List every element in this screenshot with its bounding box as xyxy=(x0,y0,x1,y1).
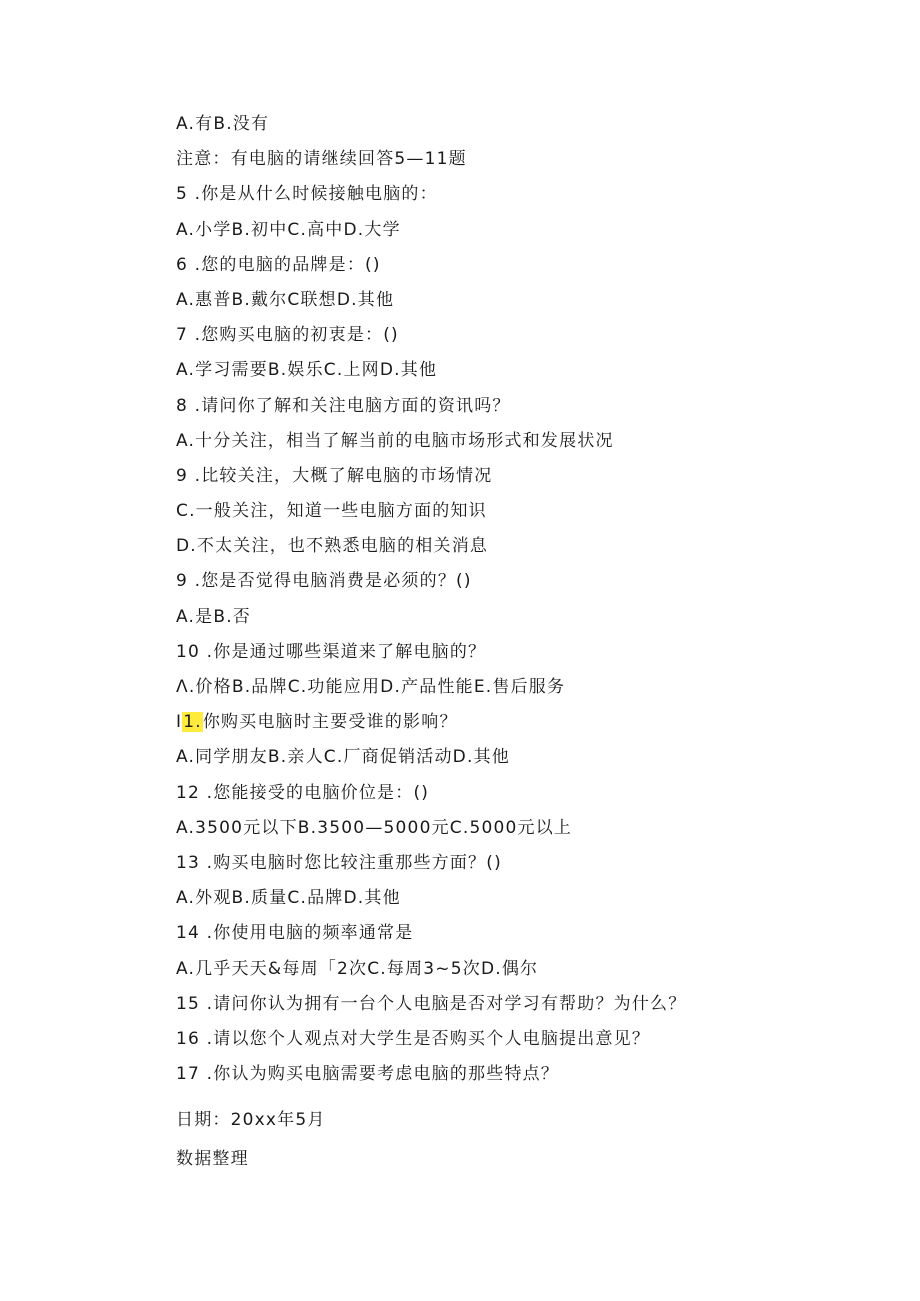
question-9: 9 .您是否觉得电脑消费是必须的？() xyxy=(176,571,472,592)
question-11-text: 你购买电脑时主要受谁的影响？ xyxy=(202,712,458,733)
answer-option-q8-d: D.不太关注，也不熟悉电脑的相关消息 xyxy=(176,536,489,557)
answer-options-q5: A.小学B.初中C.高中D.大学 xyxy=(176,219,401,240)
document-footer xyxy=(176,1101,816,1179)
date-line: 日期：20xx年5月 xyxy=(176,1110,326,1130)
answer-option-q8-a: A.十分关注，相当了解当前的电脑市场形式和发展状况 xyxy=(176,430,614,451)
question-15: 15 .请问你认为拥有一台个人电脑是否对学习有帮助？为什么？ xyxy=(176,993,687,1014)
question-12: 12 .您能接受的电脑价位是：() xyxy=(176,782,430,803)
question-16: 16 .请以您个人观点对大学生是否购买个人电脑提出意见？ xyxy=(176,1028,651,1049)
answer-options-q7: A.学习需要B.娱乐C.上网D.其他 xyxy=(176,360,438,381)
question-6: 6 .您的电脑的品牌是：() xyxy=(176,254,381,275)
question-17: 17 .你认为购买电脑需要考虑电脑的那些特点？ xyxy=(176,1064,560,1085)
question-7: 7 .您购买电脑的初衷是：() xyxy=(176,325,399,346)
answer-options-q6: A.惠普B.戴尔C联想D.其他 xyxy=(176,289,395,310)
question-13: 13 .购买电脑时您比较注重那些方面？() xyxy=(176,852,502,873)
question-11 xyxy=(176,705,816,740)
answer-options-q4: A.有B.没有 xyxy=(176,114,270,134)
question-10: 10 .你是通过哪些渠道来了解电脑的？ xyxy=(176,641,487,662)
answer-options-q12: A.3500元以下B.3500—5000元C.5000元以上 xyxy=(176,817,573,838)
answer-option-q8-c: C.一般关注，知道一些电脑方面的知识 xyxy=(176,501,487,522)
question-11-prefix: I xyxy=(176,712,183,733)
answer-options-q10: Λ.价格B.品牌C.功能应用D.产品性能E.售后服务 xyxy=(176,677,566,697)
question-5: 5 .你是从什么时候接触电脑的： xyxy=(176,184,438,205)
answer-options-q9: A.是B.否 xyxy=(176,606,252,627)
answer-option-q8-b: 9 .比较关注，大概了解电脑的市场情况 xyxy=(176,465,493,486)
answer-options-q11: A.同学朋友B.亲人C.厂商促销活动D.其他 xyxy=(176,747,510,768)
question-11-highlight: 1. xyxy=(183,712,202,733)
note-line: 注意：有电脑的请继续回答5—11题 xyxy=(176,149,467,170)
question-8: 8 .请问你了解和关注电脑方面的资讯吗？ xyxy=(176,395,511,416)
answer-options-q14: A.几乎天天&每周「2次C.每周3~5次D.偶尔 xyxy=(176,958,539,979)
questionnaire-body xyxy=(176,107,816,1092)
question-14: 14 .你使用电脑的频率通常是 xyxy=(176,923,414,944)
answer-options-q13: A.外观B.质量C.品牌D.其他 xyxy=(176,888,401,909)
section-heading: 数据整理 xyxy=(176,1149,249,1169)
